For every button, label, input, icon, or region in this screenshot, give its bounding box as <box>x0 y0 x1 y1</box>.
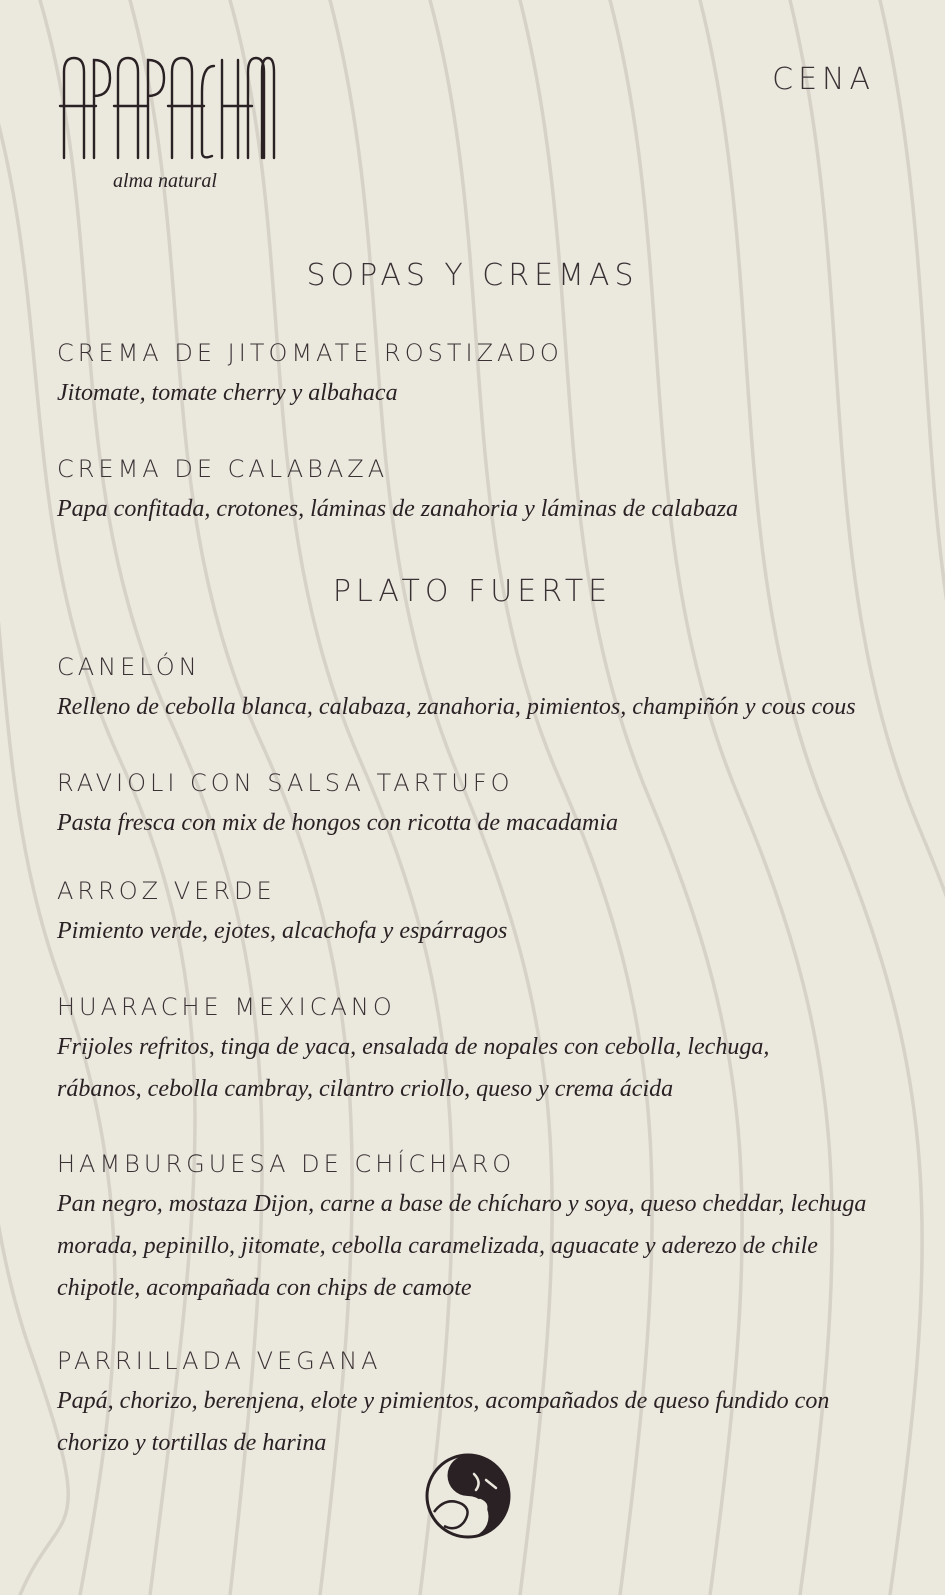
dish-name: HUARACHE MEXICANO <box>57 993 396 1021</box>
dish-description: Relleno de cebolla blanca, calabaza, zanahoria, pimientos, champiñón y cous cous <box>57 694 856 720</box>
dish-name: CANELÓN <box>57 653 201 681</box>
dish-description: Pimiento verde, ejotes, alcachofa y espárragos <box>57 918 508 944</box>
yin-yang-emblem-icon <box>424 1452 512 1540</box>
dish-item <box>57 652 887 728</box>
dish-item <box>57 876 887 952</box>
brand-tagline: alma natural <box>113 170 217 192</box>
dish-description: Papá, chorizo, berenjena, elote y pimientos, acompañados de queso fundido con chorizo y tortillas de harina <box>57 1388 830 1456</box>
section-title-sopas: SOPAS Y CREMAS <box>306 258 639 293</box>
dish-name: CREMA DE CALABAZA <box>57 455 389 483</box>
dish-name: CREMA DE JITOMATE ROSTIZADO <box>57 339 563 367</box>
dish-name: RAVIOLI CON SALSA TARTUFO <box>57 769 514 797</box>
dish-item <box>57 454 887 530</box>
dish-item <box>57 1149 867 1309</box>
brand-logo <box>56 52 286 202</box>
dish-description: Pan negro, mostaza Dijon, carne a base de chícharo y soya, queso cheddar, lechuga morada, pepinillo, jitomate, cebolla caramelizada, aguacate y aderezo de chile chipotle, acompañada con chips de camote <box>57 1191 867 1301</box>
meal-label: CENA <box>772 62 875 97</box>
dish-description: Papa confitada, crotones, láminas de zanahoria y láminas de calabaza <box>57 496 739 522</box>
dish-item <box>57 768 887 844</box>
section-title-plato-fuerte: PLATO FUERTE <box>332 574 613 609</box>
dish-description: Pasta fresca con mix de hongos con ricotta de macadamia <box>57 810 619 836</box>
dish-name: ARROZ VERDE <box>57 877 276 905</box>
dish-item <box>57 992 817 1110</box>
dish-name: PARRILLADA VEGANA <box>57 1347 382 1375</box>
dish-description: Frijoles refritos, tinga de yaca, ensalada de nopales con cebolla, lechuga, rábanos, cebolla cambray, cilantro criollo, queso y crema ácida <box>57 1034 770 1102</box>
dish-description: Jitomate, tomate cherry y albahaca <box>57 380 398 406</box>
dish-item <box>57 338 887 414</box>
dish-item <box>57 1346 887 1464</box>
dish-name: HAMBURGUESA DE CHÍCHARO <box>57 1150 516 1178</box>
apapachoa-logo <box>56 52 276 167</box>
